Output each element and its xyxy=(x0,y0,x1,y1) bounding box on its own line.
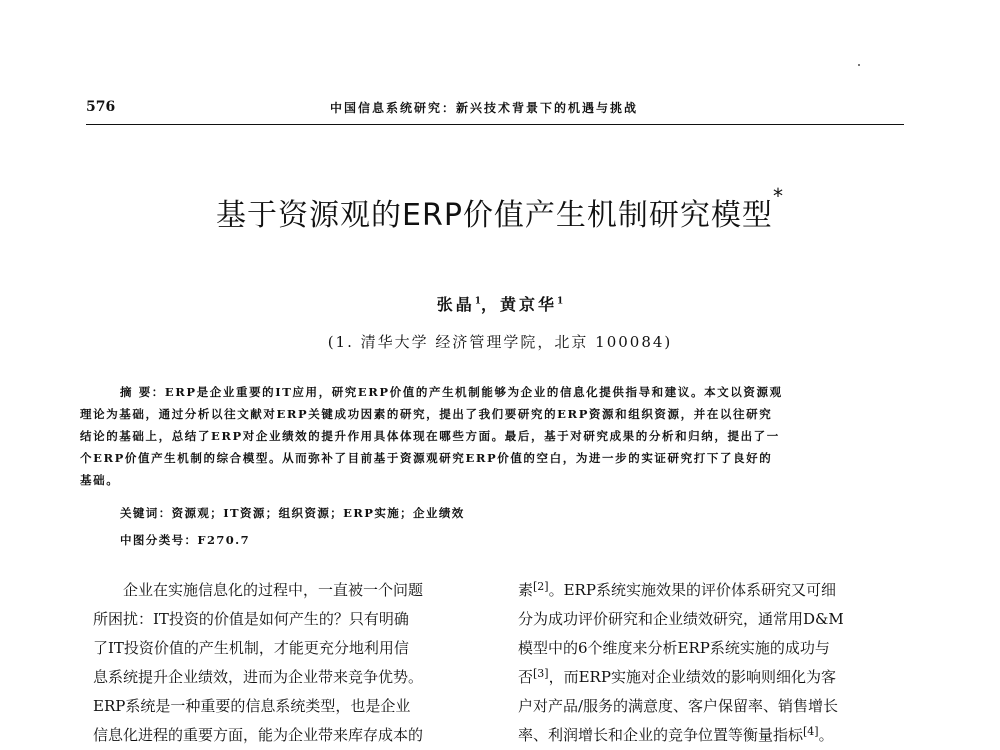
body-right-line: 户对产品/服务的满意度、客户保留率、销售增长 xyxy=(518,697,839,715)
citation-ref: [3] xyxy=(533,667,549,680)
abstract xyxy=(80,381,902,491)
author-1: 张晶 xyxy=(436,295,475,314)
body-right-line: 模型中的6个维度来分析ERP系统实施的成功与 xyxy=(518,639,830,657)
body-column-left xyxy=(93,576,489,750)
affiliation: (1. 清华大学 经济管理学院，北京 100084) xyxy=(327,333,673,351)
running-title: 中国信息系统研究：新兴技术背景下的机遇与挑战 xyxy=(330,101,639,115)
body-left-line: 息系统提升企业绩效，进而为企业带来竞争优势。 xyxy=(93,668,424,686)
author-separator: ， xyxy=(480,295,500,314)
keywords-text: 资源观；IT资源；组织资源；ERP实施；企业绩效 xyxy=(171,506,465,520)
author-1-affil-mark: 1 xyxy=(474,296,481,307)
abstract-text-1: ERP是企业重要的IT应用，研究ERP价值的产生机制能够为企业的信息化提供指导和建议。本文以资源观 xyxy=(164,385,783,399)
abstract-line-2: 理论为基础，通过分析以往文献对ERP关键成功因素的研究，提出了我们要研究的ERP资源和组织资源，并在以往研究 xyxy=(80,407,773,421)
body-left-line: 了IT投资价值的产生机制，才能更充分地利用信 xyxy=(93,639,409,657)
page-number: 576 xyxy=(86,99,116,115)
body-text: 率、利润增长和企业的竞争位置等衡量指标 xyxy=(518,726,804,744)
classification-text: F270.7 xyxy=(197,533,250,547)
abstract-line-3: 结论的基础上，总结了ERP对企业绩效的提升作用具体体现在哪些方面。最后，基于对研究成果的分析和归纳，提出了一 xyxy=(80,429,780,443)
scan-speck xyxy=(858,64,860,66)
abstract-label: 摘 要： xyxy=(120,385,165,399)
header-rule xyxy=(86,124,904,125)
classification-label: 中图分类号： xyxy=(120,533,198,547)
body-column-right xyxy=(518,576,914,750)
body-right-line xyxy=(518,576,914,605)
classification-number xyxy=(120,532,250,548)
body-right-line: 分为成功评价研究和企业绩效研究，通常用D&M xyxy=(518,610,844,628)
body-right-line xyxy=(518,721,914,750)
title-footnote-mark: * xyxy=(772,184,784,208)
body-text: 。ERP系统实施效果的评价体系研究又可细 xyxy=(548,581,836,599)
author-2: 黄京华 xyxy=(500,295,558,314)
body-left-line: 所困扰：IT投资的价值是如何产生的？只有明确 xyxy=(93,610,409,628)
body-text: 否 xyxy=(518,668,534,686)
abstract-line-1 xyxy=(80,381,902,403)
body-left-line: 信息化进程的重要方面，能为企业带来库存成本的 xyxy=(93,726,424,744)
citation-ref: [2] xyxy=(533,580,549,593)
author-line xyxy=(0,292,1000,315)
keywords xyxy=(120,505,465,521)
body-right-line xyxy=(518,663,914,692)
author-2-affil-mark: 1 xyxy=(557,296,564,307)
body-text: ，而ERP实施对企业绩效的影响则细化为客 xyxy=(548,668,836,686)
article-title-text: 基于资源观的ERP价值产生机制研究模型 xyxy=(216,198,773,233)
abstract-line-4: 个ERP价值产生机制的综合模型。从而弥补了目前基于资源观研究ERP价值的空白，为进一步的实证研究打下了良好的 xyxy=(80,451,773,465)
citation-ref: [4] xyxy=(803,725,819,738)
keywords-label: 关键词： xyxy=(120,506,172,520)
body-text: 。 xyxy=(818,726,834,744)
body-text: 素 xyxy=(518,581,534,599)
article-title xyxy=(0,184,1000,234)
abstract-line-5: 基础。 xyxy=(80,473,120,487)
body-left-line: 企业在实施信息化的过程中，一直被一个问题 xyxy=(123,581,424,599)
body-left-line: ERP系统是一种重要的信息系统类型，也是企业 xyxy=(93,697,411,715)
